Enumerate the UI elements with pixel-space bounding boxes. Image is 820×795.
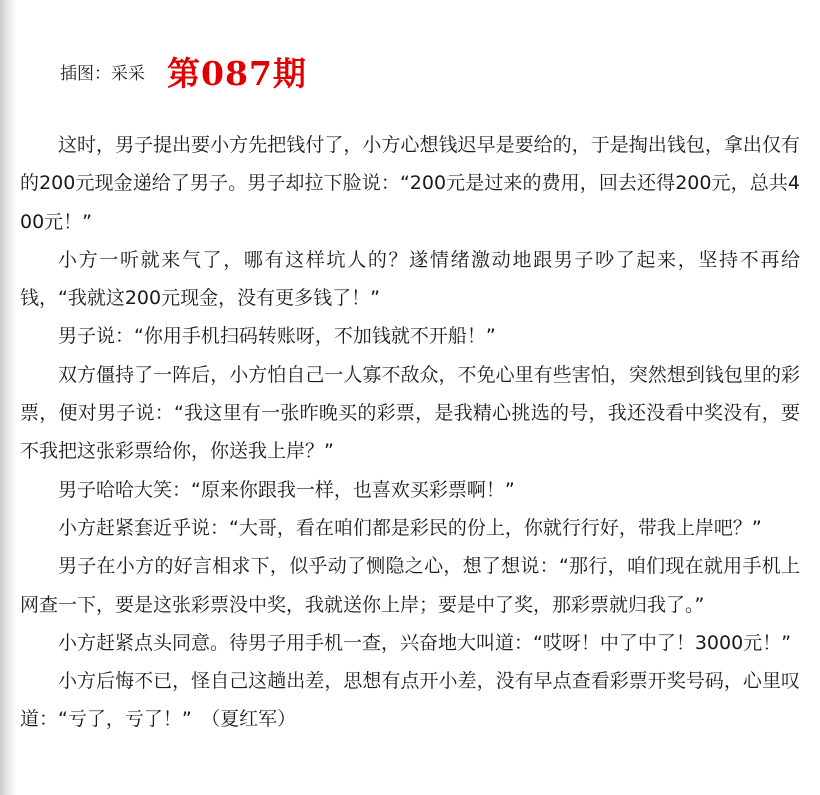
article-paragraph: 小方赶紧点头同意。待男子用手机一查，兴奋地大叫道：“哎呀！中了中了！3000元！” [58, 631, 792, 654]
article-paragraph: 男子哈哈大笑：“原来你跟我一样，也喜欢买彩票啊！” [58, 478, 515, 501]
article-paragraph: 双方僵持了一阵后，小方怕自己一人寡不敌众，不免心里有些害怕，突然想到钱包里的彩票，便对男子说：“我这里有一张昨晚买的彩票，是我精心挑选的号，我还没看中奖没有，要不我把这张彩票给你，你送我上岸？” [20, 363, 800, 463]
page-edge-shadow [0, 0, 16, 795]
article-paragraph: 这时，男子提出要小方先把钱付了，小方心想钱迟早是要给的，于是掏出钱包，拿出仅有的200元现金递给了男子。男子却拉下脸说：“200元是过来的费用，回去还得200元，总共400元！” [20, 134, 800, 233]
issue-number: 第087期 [167, 53, 307, 93]
article-header [60, 46, 307, 96]
article-body [20, 126, 800, 739]
article-paragraph: 男子说：“你用手机扫码转账呀，不加钱就不开船！” [58, 325, 496, 348]
article-paragraph: 小方一听就来气了，哪有这样坑人的？遂情绪激动地跟男子吵了起来，坚持不再给钱，“我就这200元现金，没有更多钱了！” [20, 248, 800, 310]
article-paragraph: 小方后悔不已，怪自己这趟出差，思想有点开小差，没有早点查看彩票开奖号码，心里叹道：“亏了，亏了！” （夏红军） [20, 670, 800, 731]
illustration-credit: 插图：采采 [60, 63, 145, 84]
article-paragraph: 小方赶紧套近乎说：“大哥，看在咱们都是彩民的份上，你就行行好，带我上岸吧？” [58, 516, 762, 539]
article-paragraph: 男子在小方的好言相求下，似乎动了恻隐之心，想了想说：“那行，咱们现在就用手机上网查一下，要是这张彩票没中奖，我就送你上岸；要是中了奖，那彩票就归我了。” [20, 555, 800, 616]
